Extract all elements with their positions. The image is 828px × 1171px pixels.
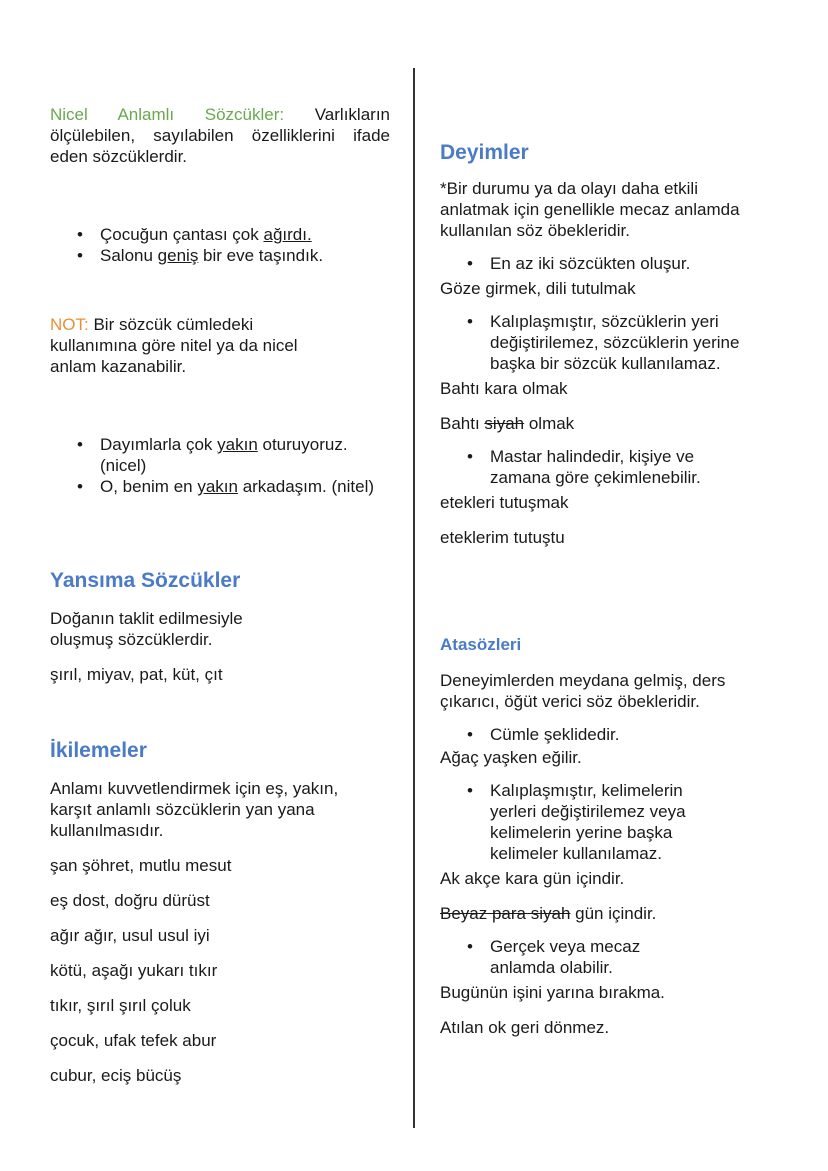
example-text: arkadaşım. (nitel) <box>237 477 375 496</box>
example-line <box>440 413 780 434</box>
not-examples <box>50 434 390 497</box>
struck-words: Beyaz para siyah <box>440 904 571 923</box>
list-item <box>50 245 390 266</box>
example-line: Göze girmek, dili tutulmak <box>440 279 636 298</box>
example-text: Dayımlarla çok <box>100 435 218 454</box>
atasozleri-section <box>440 632 780 1038</box>
ikileme-definition: Anlamı kuvvetlendirmek için eş, yakın, karşıt anlamlı sözcüklerin yan yana kullanılmasıdır. <box>50 779 339 840</box>
list-item <box>50 224 390 245</box>
list-item <box>50 434 390 476</box>
ikileme-line: şan şöhret, mutlu mesut <box>50 856 232 875</box>
section-heading: İkilemeler <box>50 739 147 762</box>
list-item: • Kalıplaşmıştır, sözcüklerin yeri değiştirilemez, sözcüklerin yerine başka bir sözcük kullanılamaz. <box>440 311 760 374</box>
underlined-word: geniş <box>157 246 199 265</box>
nicel-definition <box>50 104 390 167</box>
example-line: etekleri tutuşmak <box>440 493 569 512</box>
ikileme-line: ağır ağır, usul usul iyi <box>50 926 210 945</box>
list-item: • Gerçek veya mecaz anlamda olabilir. <box>440 936 680 978</box>
section-heading: Deyimler <box>440 141 529 164</box>
underlined-word: yakın <box>197 477 238 496</box>
example-text: oturuyoruz. (nicel) <box>100 435 348 475</box>
ikileme-line: çocuk, ufak tefek abur <box>50 1031 217 1050</box>
deyim-definition: *Bir durumu ya da olayı daha etkili anlatmak için genellikle mecaz anlamda kullanılan söz öbekleridir. <box>440 179 740 240</box>
list-item: • Kalıplaşmıştır, kelimelerin yerleri değiştirilemez veya kelimelerin yerine başka kelimeler kullanılamaz. <box>440 780 730 864</box>
not-text: Bir sözcük cümledeki kullanımına göre nitel ya da nicel anlam kazanabilir. <box>50 315 298 376</box>
example-text: Çocuğun çantası çok <box>100 225 264 244</box>
example-line: Atılan ok geri dönmez. <box>440 1018 610 1037</box>
example-text: gün içindir. <box>570 904 657 923</box>
nicel-examples <box>50 224 390 266</box>
column-divider <box>413 68 415 1128</box>
yansima-section <box>50 568 390 685</box>
example-text: O, benim en <box>100 477 198 496</box>
example-text: olmak <box>524 414 575 433</box>
not-label: NOT: <box>50 315 89 334</box>
example-text: Bahtı <box>440 414 485 433</box>
example-text: bir eve taşındık. <box>198 246 324 265</box>
example-line: Ak akçe kara gün içindir. <box>440 869 625 888</box>
list-item: • Mastar halindedir, kişiye ve zamana göre çekimlenebilir. <box>440 446 750 488</box>
underlined-word: ağırdı. <box>263 225 312 244</box>
deyim-section <box>440 140 780 548</box>
underlined-word: yakın <box>217 435 258 454</box>
ikileme-line: kötü, aşağı yukarı tıkır <box>50 961 218 980</box>
ikileme-line: eş dost, doğru dürüst <box>50 891 210 910</box>
example-line <box>440 903 780 924</box>
struck-word: siyah <box>484 414 525 433</box>
not-note <box>50 314 310 377</box>
ikileme-line: tıkır, şırıl şırıl çoluk <box>50 996 191 1015</box>
ikileme-section <box>50 738 390 1086</box>
list-item: • En az iki sözcükten oluşur. <box>440 253 780 274</box>
nicel-label: Nicel Anlamlı Sözcükler: <box>50 105 285 124</box>
list-item: • Cümle şeklidedir. <box>440 724 780 745</box>
section-heading: Atasözleri <box>440 635 522 654</box>
ikileme-examples <box>50 855 390 1086</box>
example-line: Bugünün işini yarına bırakma. <box>440 983 665 1002</box>
yansima-examples: şırıl, miyav, pat, küt, çıt <box>50 665 223 684</box>
section-heading: Yansıma Sözcükler <box>50 569 241 592</box>
example-text: Salonu <box>100 246 158 265</box>
list-item <box>50 476 390 497</box>
example-line: Bahtı kara olmak <box>440 379 568 398</box>
ikileme-line: cubur, eciş bücüş <box>50 1066 182 1085</box>
atasozleri-definition: Deneyimlerden meydana gelmiş, ders çıkarıcı, öğüt verici söz öbekleridir. <box>440 671 726 711</box>
example-line: eteklerim tutuştu <box>440 528 565 547</box>
yansima-definition: Doğanın taklit edilmesiyle oluşmuş sözcüklerdir. <box>50 609 243 649</box>
nicel-def-text: Varlıkların ölçülebilen, sayılabilen özelliklerini ifade eden sözcüklerdir. <box>50 105 390 166</box>
example-line: Ağaç yaşken eğilir. <box>440 748 582 767</box>
